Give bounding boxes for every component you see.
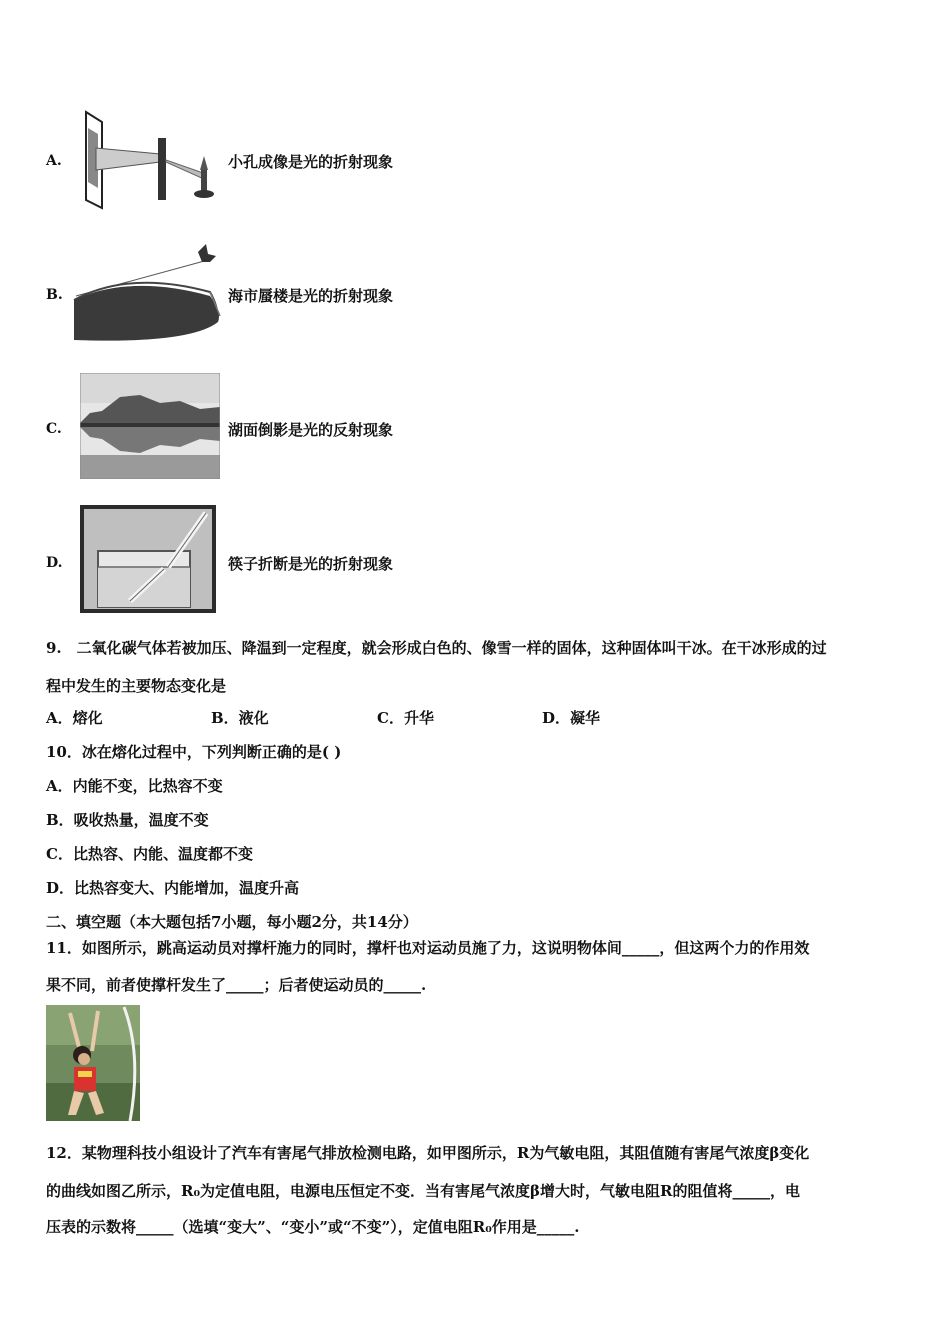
q9-choice-d: D．凝华 (542, 709, 601, 727)
q9-choice-c: C．升华 (377, 709, 434, 727)
option-text: 小孔成像是光的折射现象 (228, 153, 394, 171)
mirage-figure (70, 240, 228, 346)
option-letter: B. (46, 287, 63, 303)
option-letter: A. (46, 153, 62, 169)
q12-stem-line-1: 12．某物理科技小组设计了汽车有害尾气排放检测电路，如甲图所示，R为气敏电阻，其阻值随有害尾气浓度β变化 (46, 1144, 810, 1162)
lake-reflection-photo (80, 373, 220, 479)
q10-choice-b: B．吸收热量，温度不变 (46, 811, 209, 829)
q9-stem-line-1: 9. 二氧化碳气体若被加压、降温到一定程度，就会形成白色的、像雪一样的固体，这种固体叫干冰。在干冰形成的过 (46, 639, 827, 657)
q12-stem-line-3: 压表的示数将_____（选填“变大”、“变小”或“不变”），定值电阻R₀作用是_____. (46, 1218, 580, 1236)
option-letter: D. (46, 555, 63, 571)
option-text: 筷子折断是光的折射现象 (228, 555, 394, 573)
q10-stem: 10．冰在熔化过程中，下列判断正确的是( ) (46, 743, 342, 761)
option-letter: C. (46, 421, 62, 437)
q12-stem-line-2: 的曲线如图乙所示，R₀为定值电阻，电源电压恒定不变．当有害尾气浓度β增大时，气敏电阻R的阻值将_____，电 (46, 1182, 800, 1200)
q10-choice-d: D．比热容变大、内能增加，温度升高 (46, 879, 300, 897)
pole-vaulter-photo (46, 1005, 140, 1121)
q9-stem-line-2: 程中发生的主要物态变化是 (46, 677, 227, 695)
option-text: 海市蜃楼是光的折射现象 (228, 287, 394, 305)
q10-choice-a: A．内能不变，比热容不变 (46, 777, 223, 795)
q9-choice-b: B．液化 (211, 709, 269, 727)
q9-choice-a: A．熔化 (46, 709, 103, 727)
section-heading: 二、填空题（本大题包括7小题，每小题2分，共14分） (46, 913, 418, 931)
q11-stem-line-1: 11．如图所示，跳高运动员对撑杆施力的同时，撑杆也对运动员施了力，这说明物体间_____，但这两个力的作用效 (46, 939, 810, 957)
pinhole-camera-figure (78, 108, 228, 212)
chopstick-in-water-photo (80, 505, 216, 613)
q10-choice-c: C．比热容、内能、温度都不变 (46, 845, 253, 863)
q11-stem-line-2: 果不同，前者使撑杆发生了_____；后者使运动员的_____. (46, 976, 427, 994)
option-text: 湖面倒影是光的反射现象 (228, 421, 394, 439)
